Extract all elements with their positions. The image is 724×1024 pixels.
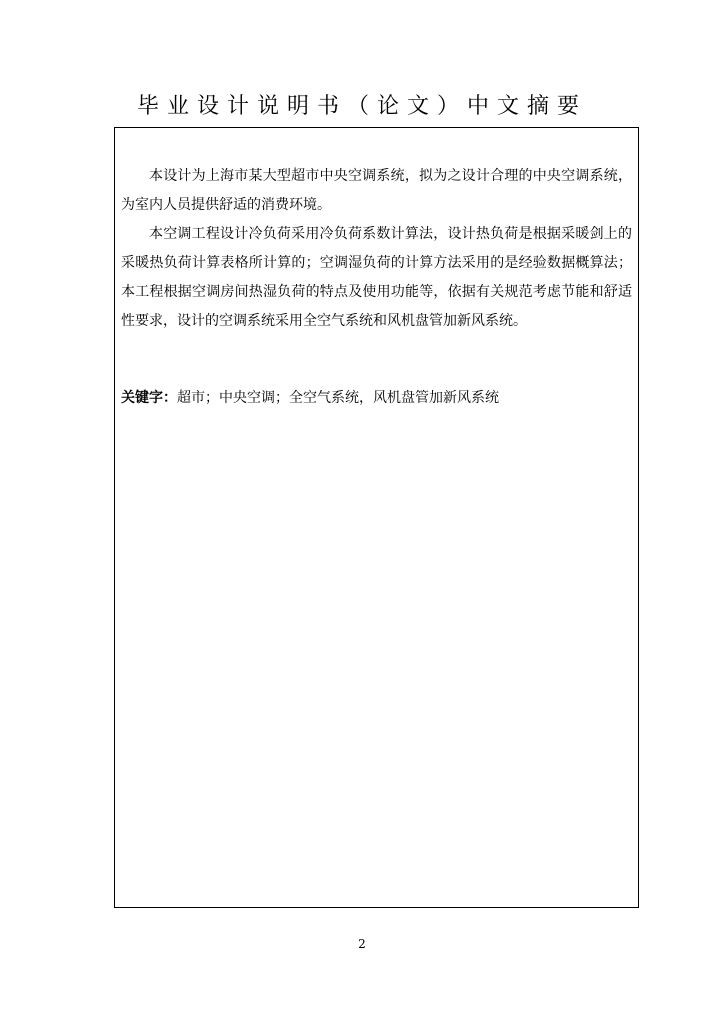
abstract-body	[121, 162, 632, 336]
keywords-label: 关键字：	[121, 390, 177, 406]
keywords-text: 超市；中央空调；全空气系统，风机盘管加新风系统	[177, 390, 499, 406]
abstract-box	[114, 127, 639, 908]
abstract-paragraph-1: 本设计为上海市某大型超市中央空调系统，拟为之设计合理的中央空调系统，为室内人员提供舒适的消费环境。	[121, 168, 632, 213]
page-number: 2	[358, 937, 366, 951]
abstract-paragraph-2: 本空调工程设计冷负荷采用冷负荷系数计算法，设计热负荷是根据采暖剑上的采暖热负荷计算表格所计算的；空调湿负荷的计算方法采用的是经验数据概算法；本工程根据空调房间热湿负荷的特点及使用功能等，依据有关规范考虑节能和舒适性要求，设计的空调系统采用全空气系统和风机盘管加新风系统。	[121, 226, 632, 329]
keywords-line	[121, 384, 632, 413]
page-title: 毕业设计说明书（论文）中文摘要	[136, 94, 587, 119]
